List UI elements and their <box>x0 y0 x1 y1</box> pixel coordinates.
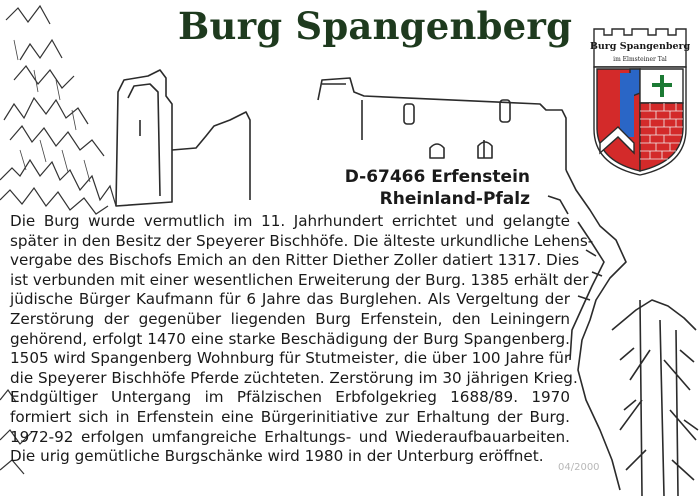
text-line: formiert sich in Erfenstein eine Bürgerinitiative zur Erhaltung der Burg. <box>10 407 570 426</box>
text-line: jüdische Bürger Kaufmann für 6 Jahre das Burglehen. Als Vergeltung der <box>10 290 570 309</box>
tree-right <box>620 300 696 496</box>
text-line: Die Burg wurde vermutlich im 11. Jahrhundert errichtet und gelangte <box>10 212 570 230</box>
page-title: Burg Spangenberg <box>178 4 573 48</box>
region-name: Rheinland-Pfalz <box>379 189 530 209</box>
crest-banner-subtitle: im Elmsteiner Tal <box>613 56 667 63</box>
ruin-main-hall <box>318 78 566 170</box>
coat-of-arms-crest <box>590 27 690 177</box>
text-line: Die urig gemütliche Burgschänke wird 1980 in der Unterburg eröffnet. <box>10 447 544 466</box>
text-line: Zerstörung der gegenüber liegenden Burg Erfenstein, den Leiningern <box>10 309 570 328</box>
text-line: vergabe des Bischofs Emich an den Ritter Diether Zoller datiert 1317. Dies <box>10 251 580 270</box>
address-block <box>300 166 530 210</box>
text-line: die Speyerer Bischhöfe Pferde züchteten. Zerstörung im 30 jährigen Krieg. <box>10 368 578 387</box>
crest-banner-title: Burg Spangenberg <box>590 41 690 52</box>
text-line: später in den Besitz der Speyerer Bischhöfe. Die älteste urkundliche Lehens- <box>10 231 594 250</box>
text-line: gehörend, erfolgt 1470 eine starke Beschädigung der Burg Spangenberg. <box>10 329 570 348</box>
rock-cliff <box>566 170 626 490</box>
postal-address: D-67466 Erfenstein <box>344 167 530 187</box>
text-line: Endgültiger Untergang im Pfälzischen Erbfolgekrieg 1688/89. 1970 <box>10 388 570 407</box>
date-stamp: 04/2000 <box>558 462 600 473</box>
ruin-tower-left <box>116 70 172 206</box>
history-text <box>10 212 594 467</box>
text-line: 1505 wird Spangenberg Wohnburg für Stutmeister, die über 100 Jahre für <box>10 349 571 368</box>
text-line: ist verbunden mit einer wesentlichen Erweiterung der Burg. 1385 erhält der <box>10 270 589 289</box>
text-line: 1972-92 erfolgen umfangreiche Erhaltungs- und Wiederaufbauarbeiten. <box>10 427 570 446</box>
